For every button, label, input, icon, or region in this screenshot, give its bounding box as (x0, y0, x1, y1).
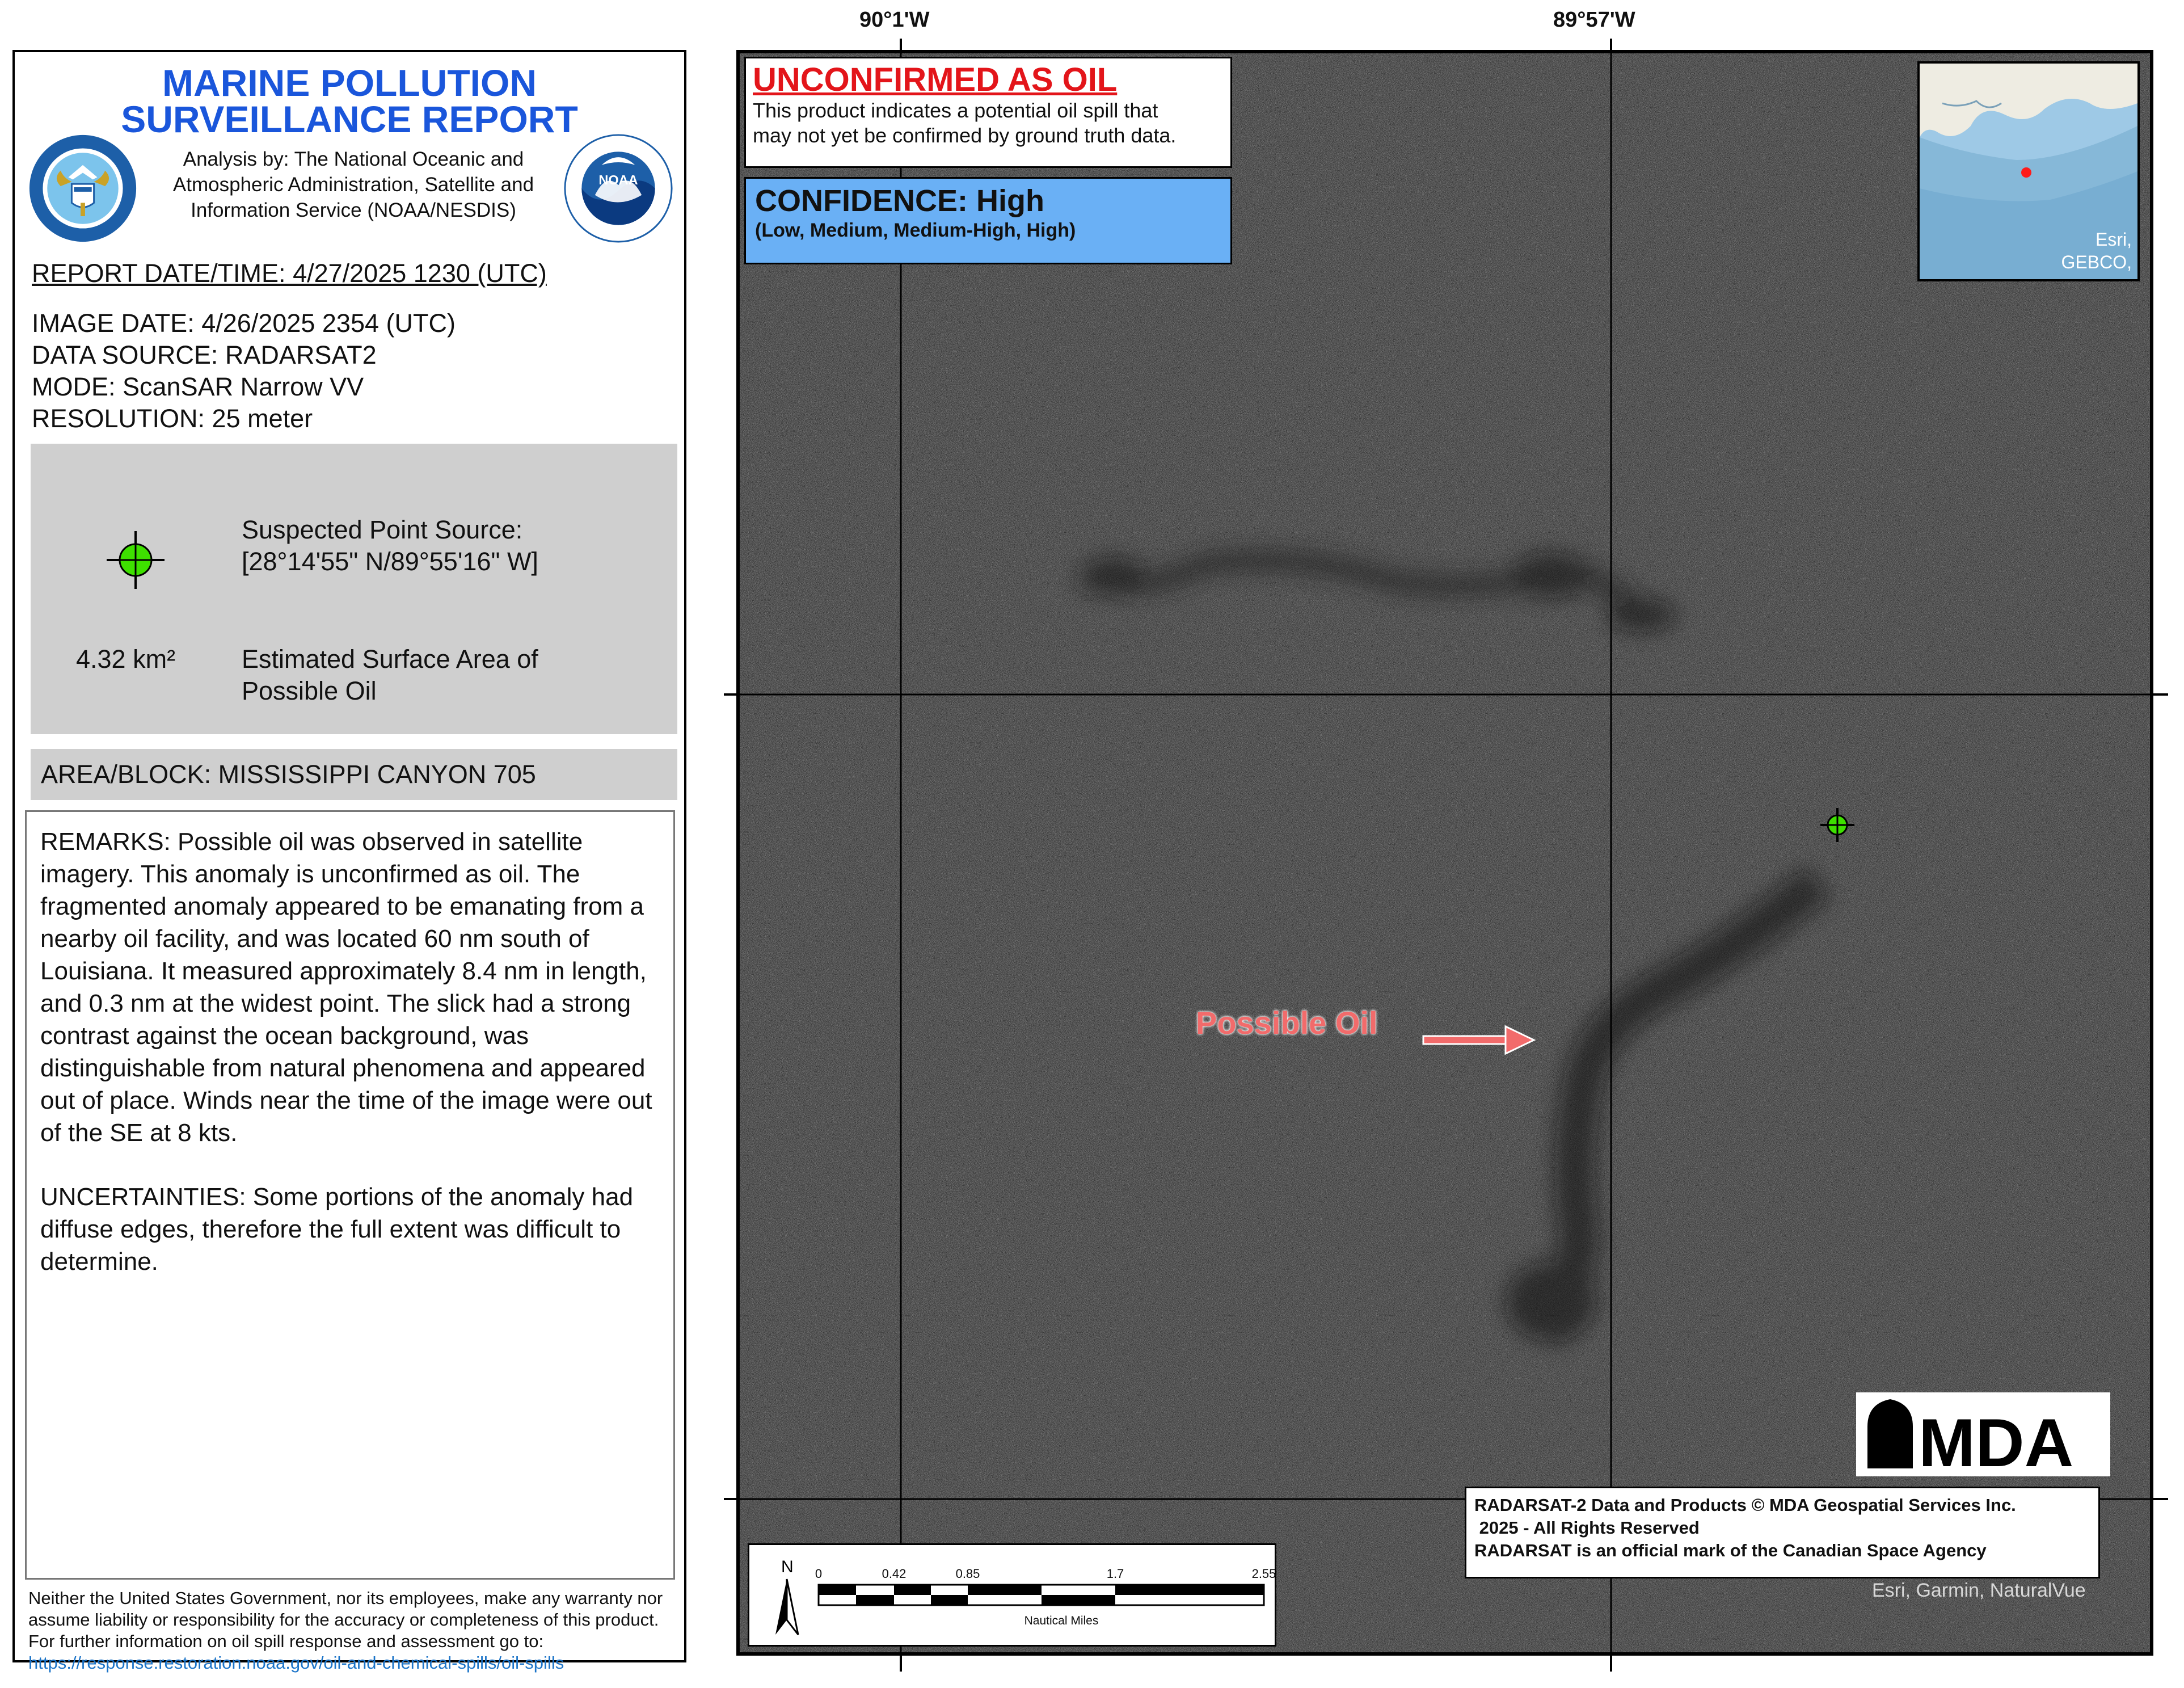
confidence-box (744, 177, 1232, 264)
inset-credit-line-1: Esri, (2096, 229, 2132, 250)
unconfirmed-text (753, 98, 1224, 148)
copyright-notice (1465, 1487, 2100, 1578)
analysis-line-2: Atmospheric Administration, Satellite and (172, 174, 534, 196)
scale-tick-0: 0 (815, 1567, 823, 1581)
scale-tick-1: 0.42 (882, 1567, 907, 1581)
scale-tick-2: 0.85 (955, 1567, 980, 1581)
point-source-label-line-1: Suspected Point Source: (242, 515, 523, 544)
analysis-line-3: Information Service (NOAA/NESDIS) (191, 199, 516, 221)
disclaimer-text: Neither the United States Government, nor its employees, make any warranty nor assume liability or responsibility for the accuracy or completeness of this product. (28, 1588, 663, 1630)
unconfirmed-text-line-1: This product indicates a potential oil spill that (753, 99, 1158, 122)
resolution: RESOLUTION: 25 meter (32, 404, 313, 433)
north-arrow-icon (769, 1556, 808, 1641)
unconfirmed-text-line-2: may not yet be confirmed by ground truth data. (753, 124, 1177, 147)
confidence-scale: (Low, Medium, Medium-High, High) (755, 220, 1076, 241)
possible-oil-label: Possible Oil (1196, 1005, 1378, 1041)
scale-unit: Nautical Miles (1024, 1614, 1099, 1627)
surface-area-label-line-1: Estimated Surface Area of (242, 645, 538, 673)
north-label: N (781, 1557, 794, 1576)
uncertainties-text: UNCERTAINTIES: Some portions of the anomaly had diffuse edges, therefore the full extent was difficult to determine. (40, 1183, 634, 1276)
scale-bar-box (748, 1543, 1276, 1647)
surface-area-value: 4.32 km² (76, 645, 176, 673)
longitude-label-left: 90°1'W (859, 8, 930, 32)
title-line-1: MARINE POLLUTION (162, 62, 537, 104)
inset-locator-map[interactable] (1917, 61, 2140, 281)
mode: MODE: ScanSAR Narrow VV (32, 372, 364, 401)
more-info-text: For further information on oil spill response and assessment go to: (28, 1631, 544, 1651)
copyright-line-1: RADARSAT-2 Data and Products © MDA Geospatial Services Inc. (1474, 1495, 2016, 1515)
inset-credit-line-2: GEBCO, (2061, 252, 2132, 272)
title-line-2: SURVEILLANCE REPORT (121, 98, 578, 140)
unconfirmed-title: UNCONFIRMED AS OIL (753, 61, 1118, 98)
report-date-time: REPORT DATE/TIME: 4/27/2025 1230 (UTC) (32, 259, 547, 288)
svg-text:NOAA: NOAA (598, 172, 638, 188)
longitude-label-right: 89°57'W (1553, 8, 1635, 32)
point-source-coordinates: [28°14'55" N/89°55'16" W] (242, 547, 538, 576)
basemap-credit: Esri, Garmin, NaturalVue (1872, 1580, 2086, 1601)
mda-logo-text: MDA (1919, 1405, 2074, 1476)
unconfirmed-notice (744, 57, 1232, 168)
inset-credit (2061, 228, 2132, 273)
data-source: DATA SOURCE: RADARSAT2 (32, 340, 377, 369)
analysis-line-1: Analysis by: The National Oceanic and (183, 148, 524, 170)
mda-logo-graphic (1856, 1392, 2110, 1476)
area-block: AREA/BLOCK: MISSISSIPPI CANYON 705 (31, 749, 677, 800)
copyright-line-3: RADARSAT is an official mark of the Canadian Space Agency (1474, 1540, 1987, 1560)
copyright-line-2: 2025 - All Rights Reserved (1474, 1518, 1700, 1538)
image-date: IMAGE DATE: 4/26/2025 2354 (UTC) (32, 309, 456, 338)
location-dot (2021, 167, 2031, 178)
remarks-text: REMARKS: Possible oil was observed in satellite imagery. This anomaly is unconfirmed as oil. The fragmented anomaly appeared to be emanating from a nearby oil facility, and was located 60 nm south of Louisiana. It measured approximately 8.4 nm in length, and 0.3 nm at the widest point. The slick had a strong contrast against the ocean background, was distinguishable from natural phenomena and appeared out of place. Winds near the time of the image were out of the SE at 8 kts. (40, 828, 652, 1147)
scale-bar-graphic (815, 1584, 1268, 1610)
scale-tick-4: 2.55 (1251, 1567, 1276, 1581)
oil-spills-link[interactable]: https://response.restoration.noaa.gov/oil-and-chemical-spills/oil-spills (28, 1653, 564, 1673)
scale-tick-3: 1.7 (1106, 1567, 1124, 1581)
confidence-level: CONFIDENCE: High (755, 184, 1044, 218)
surface-area-label-line-2: Possible Oil (242, 676, 377, 705)
scale-bar (815, 1545, 1276, 1647)
mda-logo (1856, 1392, 2110, 1476)
